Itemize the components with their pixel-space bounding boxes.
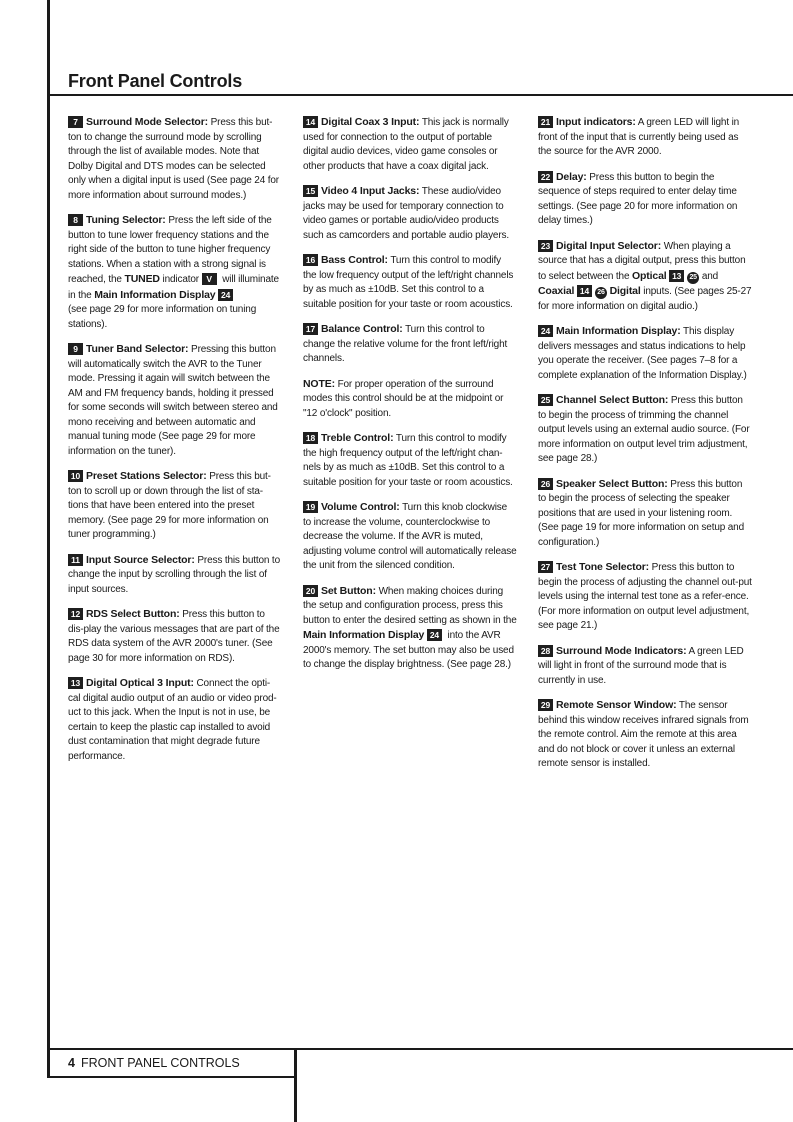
entry-input-indicators <box>538 115 752 160</box>
entry-title: Digital Input Selector: <box>556 239 662 252</box>
callout-number: 19 <box>303 501 318 513</box>
callout-number: 24 <box>218 289 233 301</box>
entry-tuner-band-selector <box>68 342 282 459</box>
callout-number: 25 <box>538 394 553 406</box>
entry-text: Turn this control to change the relative volume for the front left/right channels. <box>303 324 508 364</box>
coaxial-label: Coaxial <box>538 285 575 297</box>
entry-text: Press this but-ton to scroll up or down through the list of sta-tions that have been entered into the preset memory. (See page 29 for more information on tuner programming.) <box>68 471 271 540</box>
left-vertical-rule <box>47 0 50 1078</box>
entry-title: Main Information Display: <box>556 325 681 337</box>
page-number: 4 <box>68 1056 75 1070</box>
entry-title: Delay: <box>556 170 587 183</box>
callout-number: 13 <box>669 270 684 282</box>
entry-delay <box>538 170 752 229</box>
entry-title: Treble Control: <box>321 432 394 444</box>
entry-title: Video 4 Input Jacks: <box>321 185 420 197</box>
circle-callout: 25 <box>687 272 699 284</box>
entry-title: Balance Control: <box>321 323 403 335</box>
entry-preset-stations-selector <box>68 469 282 543</box>
entry-digital-optical-3-input <box>68 676 282 764</box>
header-rule <box>47 94 793 96</box>
entry-title: Tuner Band Selector: <box>86 343 189 355</box>
entry-text: This jack is normally used for connection to the output of portable digital audio devices, video game consoles or other products that have a coax digital jack. <box>303 117 509 172</box>
entry-set-button <box>303 584 517 673</box>
entry-title: Preset Stations Selector: <box>86 470 207 482</box>
callout-number: 15 <box>303 185 318 197</box>
entry-video-4-input-jacks <box>303 184 517 243</box>
entry-title: Digital Coax 3 Input: <box>321 116 420 128</box>
column-3 <box>538 115 752 782</box>
callout-number: 23 <box>538 240 553 252</box>
callout-number: 28 <box>538 645 553 657</box>
callout-number: 9 <box>68 343 83 355</box>
tuned-label: TUNED <box>124 273 160 285</box>
callout-number: 26 <box>538 478 553 490</box>
column-2 <box>303 115 517 683</box>
entry-text: (see page 29 for more information on tuning stations). <box>68 304 257 330</box>
entry-text: Press this button to change the input by scrolling through the list of input sources. <box>68 554 280 595</box>
entry-text: Turn this control to modify the low frequency output of the left/right channels by as much as ±10dB. Set this control to a suitable position for your taste or room acoustics. <box>303 255 514 310</box>
callout-number: 14 <box>303 116 318 128</box>
footer-bottom-rule <box>47 1076 297 1078</box>
entry-balance-control <box>303 322 517 367</box>
note-text: For proper operation of the surround modes this control should be at the midpoint or "12 o'clock" position. <box>303 378 504 419</box>
display-reference: Main Information Display <box>303 629 425 641</box>
digital-label: Digital <box>609 285 641 297</box>
entry-text: Press this button to dis-play the various messages that are part of the RDS data system of the AVR 2000's tuner. (See page 30 for more information on RDS). <box>68 609 280 664</box>
callout-number: 20 <box>303 585 318 597</box>
entry-title: Input indicators: <box>556 116 636 128</box>
callout-number: 8 <box>68 214 83 226</box>
circle-callout: 26 <box>595 287 607 299</box>
entry-digital-input-selector <box>538 239 752 315</box>
entry-text: Press this button to begin the process of trimming the channel output levels using an external audio source. (For more information on output level trim adjustment, see page 28.) <box>538 395 750 464</box>
entry-title: Surround Mode Indicators: <box>556 644 687 657</box>
entry-text: into the AVR 2000's memory. The set button may also be used to change the display brightness. (See page 28.) <box>303 630 514 670</box>
entry-text: Press this button to begin the sequence of steps required to enter delay time settings. (See page 20 for more information on delay times.) <box>538 171 738 226</box>
entry-text: Pressing this button will automatically switch the AVR to the Tuner mode. Pressing it again will switch between the AM and FM frequency bands, holding it pressed for some seconds will switch between stereo and mono receiving and between automatic and manual tuning mode (See page 29 for more information on the tuner). <box>68 344 278 457</box>
entry-text: The sensor behind this window receives infrared signals from the remote control. Aim the remote at this area and do not block or cover it unless an external remote sensor is installed. <box>538 700 749 769</box>
callout-number: 18 <box>303 432 318 444</box>
entry-rds-select-button <box>68 607 282 666</box>
optical-label: Optical <box>632 269 667 282</box>
entry-title: Channel Select Button: <box>556 394 669 406</box>
entry-title: Digital Optical 3 Input: <box>86 677 194 689</box>
footer-top-rule <box>47 1048 793 1050</box>
entry-text: A green LED will light in front of the surround mode that is currently in use. <box>538 645 744 686</box>
footer-vertical-rule <box>294 1048 297 1122</box>
entry-treble-control <box>303 431 517 490</box>
entry-input-source-selector <box>68 553 282 598</box>
entry-text: Turn this control to modify the high frequency output of the left/right chan-nels by as much as ±10dB. Set this control to a suitable position for your taste or room acoustics. <box>303 433 513 488</box>
callout-number: 24 <box>427 629 442 641</box>
callout-number: 16 <box>303 254 318 266</box>
entry-text: These audio/video jacks may be used for temporary connection to video games or portable audio/video products such as camcorders and portable audio players. <box>303 186 509 241</box>
entry-text: Press this but-ton to change the surround mode by scrolling through the list of available modes. Note that Dolby Digital and DTS modes can be selected only when a digital input is used (See page 24 for more information about surround modes.) <box>68 117 279 201</box>
entry-text: will illuminate in the <box>68 274 279 301</box>
indicator-v-badge: V <box>202 273 217 285</box>
entry-text: A green LED will light in front of the input that is currently being used as the source for the AVR 2000. <box>538 117 740 157</box>
entry-text: Press the left side of the button to tune lower frequency stations and the right side of the button to tune higher frequency stations. When a station with a strong signal is reached, the <box>68 215 272 285</box>
callout-number: 29 <box>538 699 553 711</box>
entry-bass-control <box>303 253 517 312</box>
entry-tuning-selector <box>68 213 282 332</box>
callout-number: 13 <box>68 677 83 689</box>
footer <box>68 1056 240 1070</box>
entry-channel-select-button <box>538 393 752 467</box>
callout-number: 24 <box>538 325 553 337</box>
entry-text: Connect the opti-cal digital audio output of an audio or video prod-uct to this jack. When the Input is not in use, be certain to keep the plastic cap installed to avoid dust contamination that might degrade future performance. <box>68 678 277 762</box>
balance-note <box>303 377 517 422</box>
callout-number: 27 <box>538 561 553 573</box>
entry-title: RDS Select Button: <box>86 608 180 620</box>
callout-number: 14 <box>577 285 592 297</box>
entry-surround-mode-indicators <box>538 644 752 689</box>
entry-text: When playing a source that has a digital output, press this button to select between the <box>538 240 746 282</box>
entry-volume-control <box>303 500 517 574</box>
entry-surround-mode-selector <box>68 115 282 203</box>
entry-title: Test Tone Selector: <box>556 561 650 573</box>
callout-number: 17 <box>303 323 318 335</box>
callout-number: 11 <box>68 554 83 566</box>
entry-text: and <box>701 270 719 282</box>
entry-digital-coax-3-input <box>303 115 517 174</box>
entry-main-information-display <box>538 324 752 383</box>
note-label: NOTE: <box>303 377 335 390</box>
entry-title: Set Button: <box>321 584 376 597</box>
entry-title: Speaker Select Button: <box>556 477 668 490</box>
entry-title: Remote Sensor Window: <box>556 699 677 711</box>
entry-text: Press this button to begin the process of adjusting the channel out-put levels using the internal test tone as a refer-ence. (For more information on output level adjustment, see page 21.) <box>538 562 752 631</box>
callout-number: 22 <box>538 171 553 183</box>
entry-test-tone-selector <box>538 560 752 634</box>
entry-title: Tuning Selector: <box>86 214 166 226</box>
column-1 <box>68 115 282 774</box>
entry-title: Bass Control: <box>321 254 388 266</box>
entry-remote-sensor-window <box>538 698 752 772</box>
entry-speaker-select-button <box>538 477 752 551</box>
callout-number: 7 <box>68 116 83 128</box>
entry-text: Press this button to begin the process of selecting the speaker positions that are used in your listening room. (See page 19 for more information on setup and configuration.) <box>538 478 745 548</box>
entry-text: This display delivers messages and status indications to help you operate the receiver. (See pages 7–8 for a complete explanation of the Information Display.) <box>538 326 747 381</box>
entry-text: inputs. (See pages 25-27 for more information on digital audio.) <box>538 286 752 312</box>
entry-title: Input Source Selector: <box>86 553 195 566</box>
display-reference: Main Information Display <box>94 288 216 301</box>
entry-text: indicator <box>162 274 199 285</box>
page-title: Front Panel Controls <box>68 71 243 91</box>
entry-text: Turn this knob clockwise to increase the volume, counterclockwise to decrease the volume. If the AVR is muted, adjusting volume control will automatically release the unit from the silenced condition. <box>303 502 517 571</box>
entry-title: Volume Control: <box>321 501 400 513</box>
entry-title: Surround Mode Selector: <box>86 116 208 128</box>
callout-number: 12 <box>68 608 83 620</box>
entry-text: When making choices during the setup and configuration process, press this button to enter the desired setting as shown in the <box>303 585 517 626</box>
callout-number: 21 <box>538 116 553 128</box>
callout-number: 10 <box>68 470 83 482</box>
footer-section-title: FRONT PANEL CONTROLS <box>80 1056 240 1070</box>
